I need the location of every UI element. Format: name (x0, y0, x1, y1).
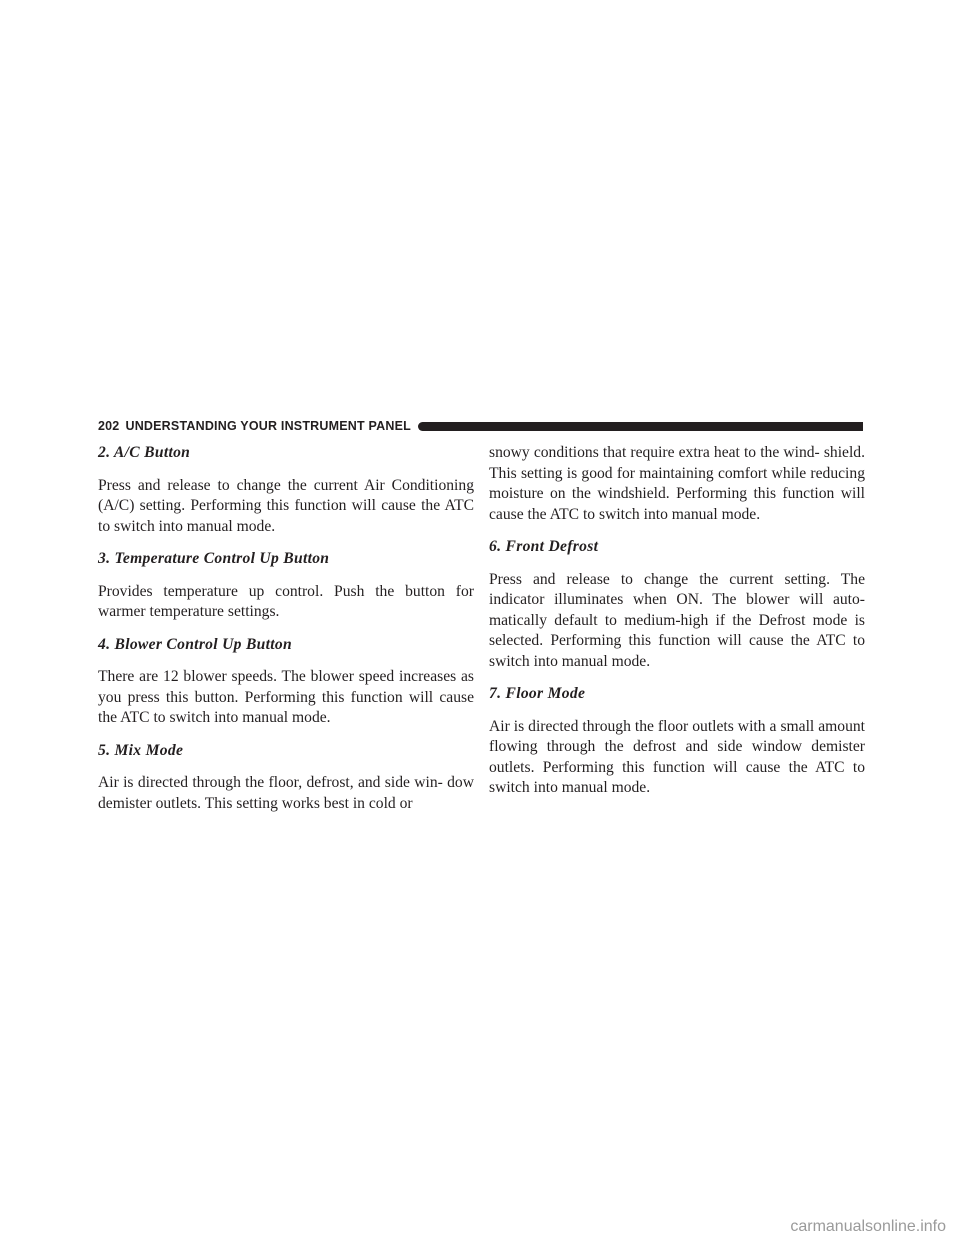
page-header (98, 419, 863, 433)
paragraph-blower-up: There are 12 blower speeds. The blower speed increases as you press this button. Performing this function will cause the ATC to switch into manual mode. (98, 668, 474, 726)
section-title: UNDERSTANDING YOUR INSTRUMENT PANEL (125, 419, 411, 433)
paragraph-mix-mode: Air is directed through the floor, defrost, and side win- dow demister outlets. This setting works best in cold or (98, 774, 474, 812)
section-heading-blower-up: 4. Blower Control Up Button (98, 635, 292, 653)
watermark: carmanualsonline.info (790, 1218, 946, 1235)
section-heading-ac-button: 2. A/C Button (98, 444, 191, 461)
section-heading-mix-mode: 5. Mix Mode (98, 741, 184, 759)
section-heading-floor-mode: 7. Floor Mode (489, 685, 586, 702)
section-heading-temperature-up: 3. Temperature Control Up Button (98, 550, 330, 567)
left-column (98, 443, 474, 826)
paragraph-floor-mode: Air is directed through the floor outlets with a small amount flowing through the defrost and side window demister outlets. Performing this function will cause the ATC to switch into manual mode. (489, 717, 865, 796)
paragraph-temperature-up: Provides temperature up control. Push the button for warmer temperature settings. (98, 582, 474, 620)
paragraph-ac-button: Press and release to change the current Air Conditioning (A/C) setting. Performing this function will cause the ATC to switch into manual mode. (98, 476, 474, 535)
section-heading-front-defrost: 6. Front Defrost (489, 538, 599, 555)
right-column (489, 443, 865, 811)
page-number: 202 (98, 419, 120, 433)
paragraph-mix-mode-continued: snowy conditions that require extra heat to the wind- shield. This setting is good for maintaining comfort while reducing moisture on the windshield. Performing this function will cause the ATC to switch into manual mode. (489, 444, 865, 523)
header-rule (418, 422, 863, 431)
paragraph-front-defrost: Press and release to change the current setting. The indicator illuminates when ON. The blower will auto- matically default to medium-high if the Defrost mode is selected. Performing this function will cause the ATC to switch into manual mode. (489, 570, 865, 670)
